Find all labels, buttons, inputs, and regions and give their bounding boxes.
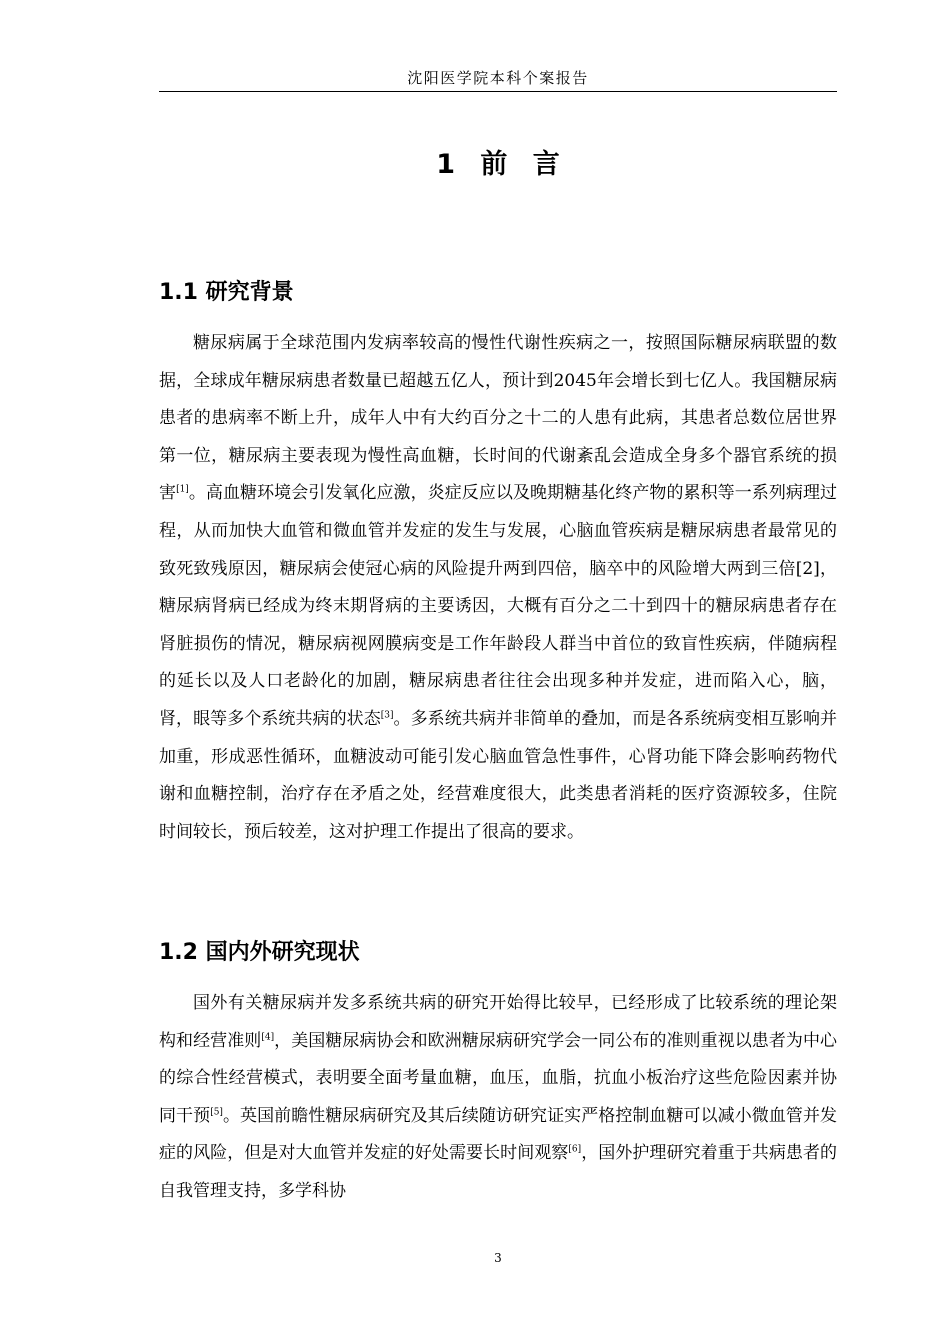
citation-4: [4] — [261, 1031, 275, 1042]
paragraph-research-status — [159, 985, 837, 1211]
paragraph-text: 。多系统共病并非简单的叠加，而是各系统病变相互影响并加重，形成恶性循环，血糖波动可能引发心脑血管急性事件，心肾功能下降会影响药物代谢和血糖控制，治疗存在矛盾之处，经营难度很大，此类患者消耗的医疗资源较多，住院时间较长，预后较差，这对护理工作提出了很高的要求。 — [159, 708, 837, 842]
header-rule — [159, 91, 837, 92]
paragraph-text: 国外有关糖尿病并发多系统共病的研究开始得比较早，已经形成了比较系统的理论架构和经营准则 — [159, 993, 837, 1051]
citation-3: [3] — [380, 710, 394, 721]
paragraph-text: ，国外护理研究着重于共病患者的自我管理支持，多学科协 — [159, 1143, 838, 1201]
paragraph-text: 。英国前瞻性糖尿病研究及其后续随访研究证实严格控制血糖可以减小微血管并发症的风险，但是对大血管并发症的好处需要长时间观察 — [159, 1105, 838, 1164]
paragraph-text: 糖尿病属于全球范围内发病率较高的慢性代谢性疾病之一，按照国际糖尿病联盟的数据，全球成年糖尿病患者数量已超越五亿人，预计到2045年会增长到七亿人。我国糖尿病患者的患病率不断上升，成年人中有大约百分之十二的人患有此病，其患者总数位居世界第一位，糖尿病主要表现为慢性高血糖，长时间的代谢紊乱会造成全身多个器官系统的损害 — [159, 333, 837, 504]
paragraph-text: ，美国糖尿病协会和欧洲糖尿病研究学会一同公布的准则重视以患者为中心的综合性经营模式，表明要全面考量血糖，血压，血脂，抗血小板治疗这些危险因素并协同干预 — [159, 1030, 838, 1126]
chapter-title: 1 前 言 — [436, 149, 560, 180]
paragraph-text: 。高血糖环境会引发氧化应激，炎症反应以及晚期糖基化终产物的累积等一系列病理过程，从而加快大血管和微血管并发症的发生与发展，心脑血管疾病是糖尿病患者最常见的致死致残原因，糖尿病会使冠心病的风险提升两到四倍，脑卒中的风险增大两到三倍[2]，糖尿病肾病已经成为终末期肾病的主要诱因，大概有百分之二十到四十的糖尿病患者存在肾脏损伤的情况，糖尿病视网膜病变是工作年龄段人群当中首位的致盲性疾病，伴随病程的延长以及人口老龄化的加剧，糖尿病患者往往会出现多种并发症，进而陷入心，脑，肾，眼等多个系统共病的状态 — [159, 483, 838, 729]
section-heading-1-1: 1.1 研究背景 — [159, 280, 294, 305]
page-number: 3 — [494, 1251, 502, 1265]
running-header: 沈阳医学院本科个案报告 — [407, 69, 589, 87]
citation-5: [5] — [210, 1107, 223, 1118]
citation-6: [6] — [568, 1144, 582, 1155]
paragraph-research-background — [159, 325, 837, 851]
citation-1: [1] — [176, 484, 189, 495]
section-heading-1-2: 1.2 国内外研究现状 — [159, 940, 360, 965]
